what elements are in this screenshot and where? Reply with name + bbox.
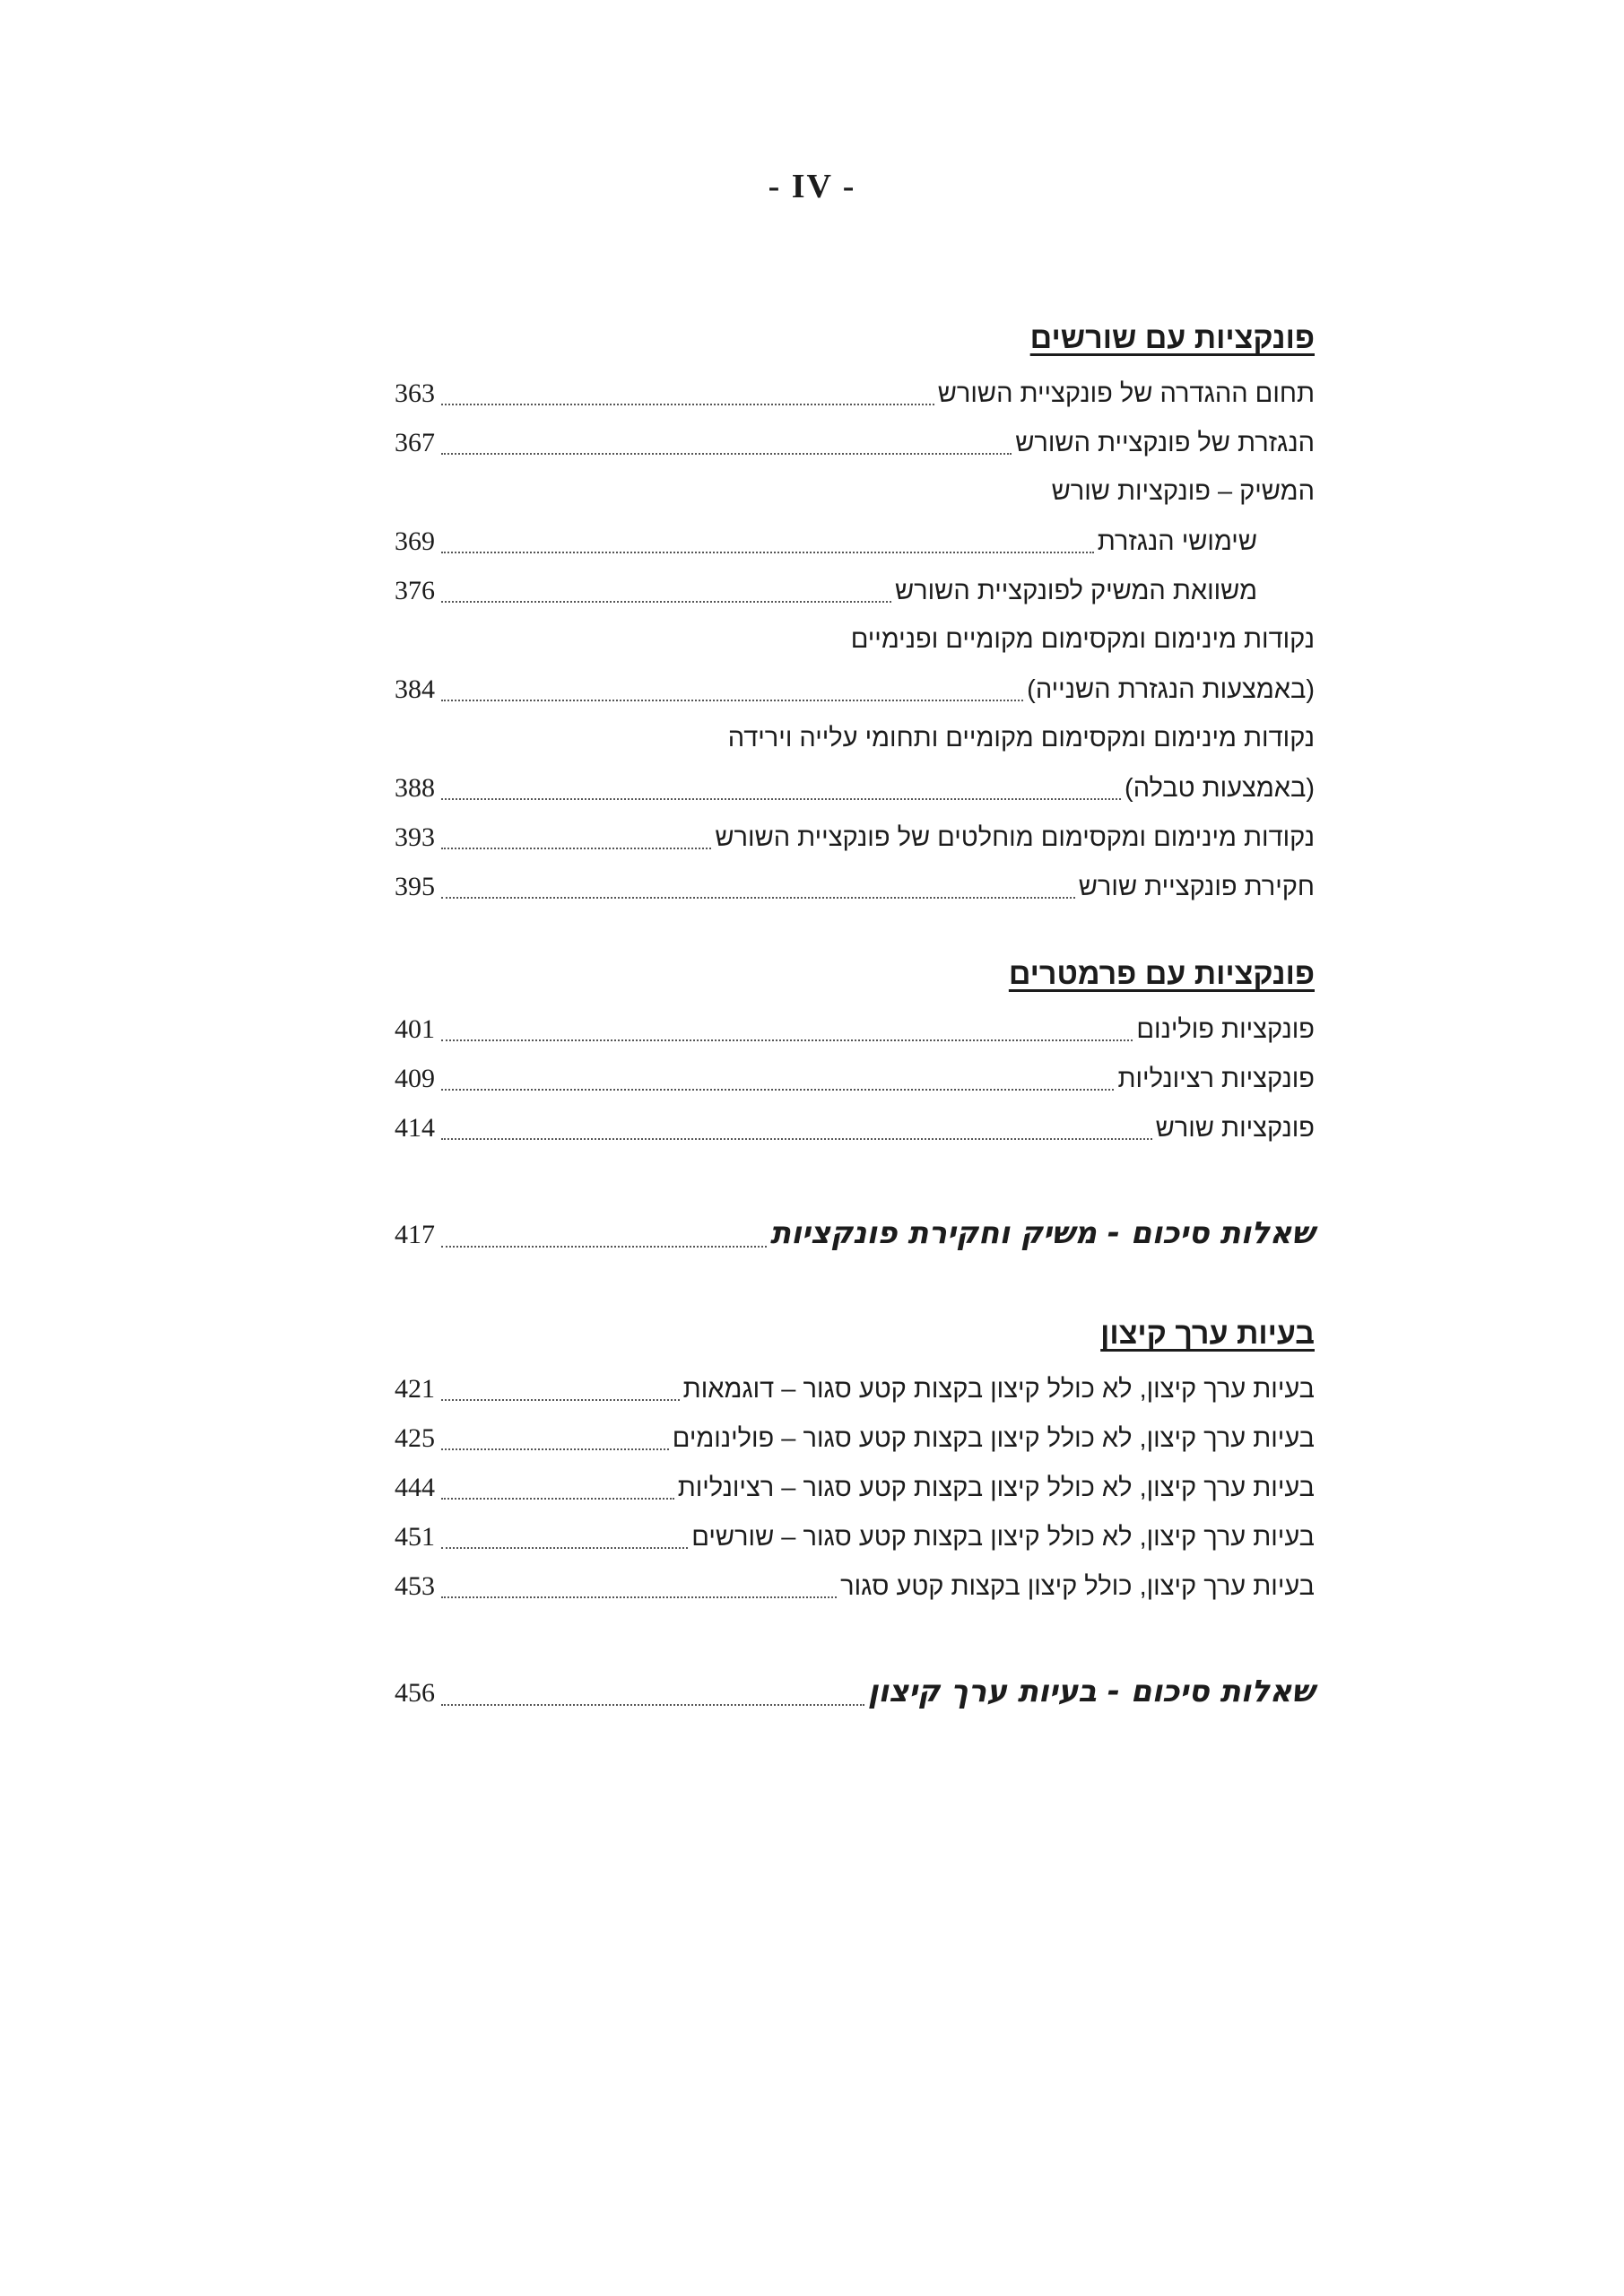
page-ref: 451	[395, 1522, 435, 1552]
entry-title: פונקציות שורש	[1155, 1114, 1315, 1143]
dot-leader	[441, 1246, 767, 1248]
toc-entry	[395, 467, 1315, 517]
section-heading-text: בעיות ערך קיצון	[1100, 1317, 1315, 1351]
page-ref: 369	[395, 526, 435, 556]
dot-leader	[441, 404, 934, 405]
dot-leader	[441, 798, 1121, 800]
entry-title: בעיות ערך קיצון, לא כולל קיצון בקצות קטע סגור – רציונליות	[677, 1474, 1315, 1502]
entry-title: נקודות מינימום ומקסימום מקומיים ותחומי עלייה וירידה	[727, 724, 1315, 752]
section-roots	[395, 318, 1315, 911]
section-extremum	[395, 1314, 1315, 1611]
section-gap	[395, 911, 1315, 954]
summary-title: שאלות סיכום - בעיות ערך קיצון	[867, 1674, 1315, 1709]
section-parameters	[395, 954, 1315, 1152]
entry-title: נקודות מינימום ומקסימום מוחלטים של פונקציית השורש	[715, 823, 1315, 852]
summary-entry[interactable]	[395, 1206, 1315, 1260]
dot-leader	[441, 453, 1012, 455]
page-ref: 453	[395, 1571, 435, 1601]
page-ref: 393	[395, 822, 435, 852]
toc-entry[interactable]	[395, 1103, 1315, 1152]
page-ref: 409	[395, 1064, 435, 1093]
entry-title: (באמצעות הנגזרת השנייה)	[1027, 675, 1315, 704]
page-ref: 414	[395, 1113, 435, 1143]
entry-title: בעיות ערך קיצון, לא כולל קיצון בקצות קטע סגור – פולינומים	[672, 1424, 1315, 1453]
page-ref: 395	[395, 872, 435, 901]
table-of-contents	[395, 318, 1315, 1718]
toc-entry[interactable]	[395, 566, 1315, 615]
entry-title: הנגזרת של פונקציית השורש	[1015, 429, 1315, 457]
section-gap	[395, 1611, 1315, 1665]
toc-entry	[395, 714, 1315, 763]
dot-leader	[441, 1138, 1152, 1140]
section-gap	[395, 1260, 1315, 1314]
dot-leader	[441, 1089, 1114, 1091]
entry-title: תחום ההגדרה של פונקציית השורש	[937, 379, 1315, 408]
dot-leader	[441, 848, 711, 849]
toc-entry[interactable]	[395, 418, 1315, 467]
dot-leader	[441, 1547, 688, 1549]
dot-leader	[441, 897, 1075, 899]
page-ref: 421	[395, 1374, 435, 1404]
entry-title: משוואת המשיק לפונקציית השורש	[894, 577, 1257, 605]
entry-title: המשיק – פונקציות שורש	[1051, 477, 1315, 506]
toc-entry[interactable]	[395, 1561, 1315, 1611]
dot-leader	[441, 700, 1023, 701]
summary-title: שאלות סיכום - משיק וחקירת פונקציות	[769, 1215, 1315, 1251]
toc-entry[interactable]	[395, 763, 1315, 813]
section-heading	[395, 318, 1315, 369]
dot-leader	[441, 601, 891, 603]
page-ref: 444	[395, 1473, 435, 1502]
page-ref: 417	[395, 1220, 435, 1249]
section-heading	[395, 1314, 1315, 1364]
entry-title: בעיות ערך קיצון, לא כולל קיצון בקצות קטע סגור – דוגמאות	[682, 1375, 1315, 1404]
dot-leader	[441, 1039, 1133, 1041]
section-gap	[395, 1152, 1315, 1206]
dot-leader	[441, 552, 1094, 553]
section-heading	[395, 954, 1315, 1004]
dot-leader	[441, 1399, 680, 1401]
toc-entry[interactable]	[395, 517, 1315, 566]
toc-entry[interactable]	[395, 1004, 1315, 1054]
toc-entry[interactable]	[395, 862, 1315, 911]
page-ref: 376	[395, 576, 435, 605]
toc-entry[interactable]	[395, 1463, 1315, 1512]
entry-title: נקודות מינימום ומקסימום מקומיים ופנימיים	[850, 625, 1315, 654]
entry-title: בעיות ערך קיצון, כולל קיצון בקצות קטע סגור	[840, 1572, 1315, 1601]
entry-title: שימושי הנגזרת	[1097, 527, 1257, 556]
page-ref: 367	[395, 428, 435, 457]
summary-entry[interactable]	[395, 1665, 1315, 1718]
toc-entry[interactable]	[395, 1413, 1315, 1463]
dot-leader	[441, 1448, 669, 1450]
section-heading-text: פונקציות עם פרמטרים	[1008, 957, 1315, 991]
page-ref: 384	[395, 674, 435, 704]
toc-entry[interactable]	[395, 369, 1315, 418]
entry-title: בעיות ערך קיצון, לא כולל קיצון בקצות קטע סגור – שורשים	[691, 1523, 1315, 1552]
page-ref: 456	[395, 1678, 435, 1708]
page-ref: 388	[395, 773, 435, 803]
toc-entry[interactable]	[395, 813, 1315, 862]
dot-leader	[441, 1498, 674, 1500]
entry-title: פונקציות פולינום	[1136, 1015, 1315, 1044]
section-heading-text: פונקציות עם שורשים	[1029, 321, 1315, 355]
entry-title: פונקציות רציונליות	[1117, 1065, 1315, 1093]
page-ref: 401	[395, 1014, 435, 1044]
page-ref: 425	[395, 1423, 435, 1453]
toc-entry	[395, 615, 1315, 665]
entry-title: חקירת פונקציית שורש	[1078, 873, 1315, 901]
page-number: - IV -	[768, 168, 856, 205]
dot-leader	[441, 1596, 837, 1598]
toc-entry[interactable]	[395, 665, 1315, 714]
entry-title: (באמצעות טבלה)	[1125, 774, 1315, 803]
dot-leader	[441, 1704, 864, 1706]
toc-entry[interactable]	[395, 1054, 1315, 1103]
page-ref: 363	[395, 378, 435, 408]
toc-entry[interactable]	[395, 1512, 1315, 1561]
toc-entry[interactable]	[395, 1364, 1315, 1413]
